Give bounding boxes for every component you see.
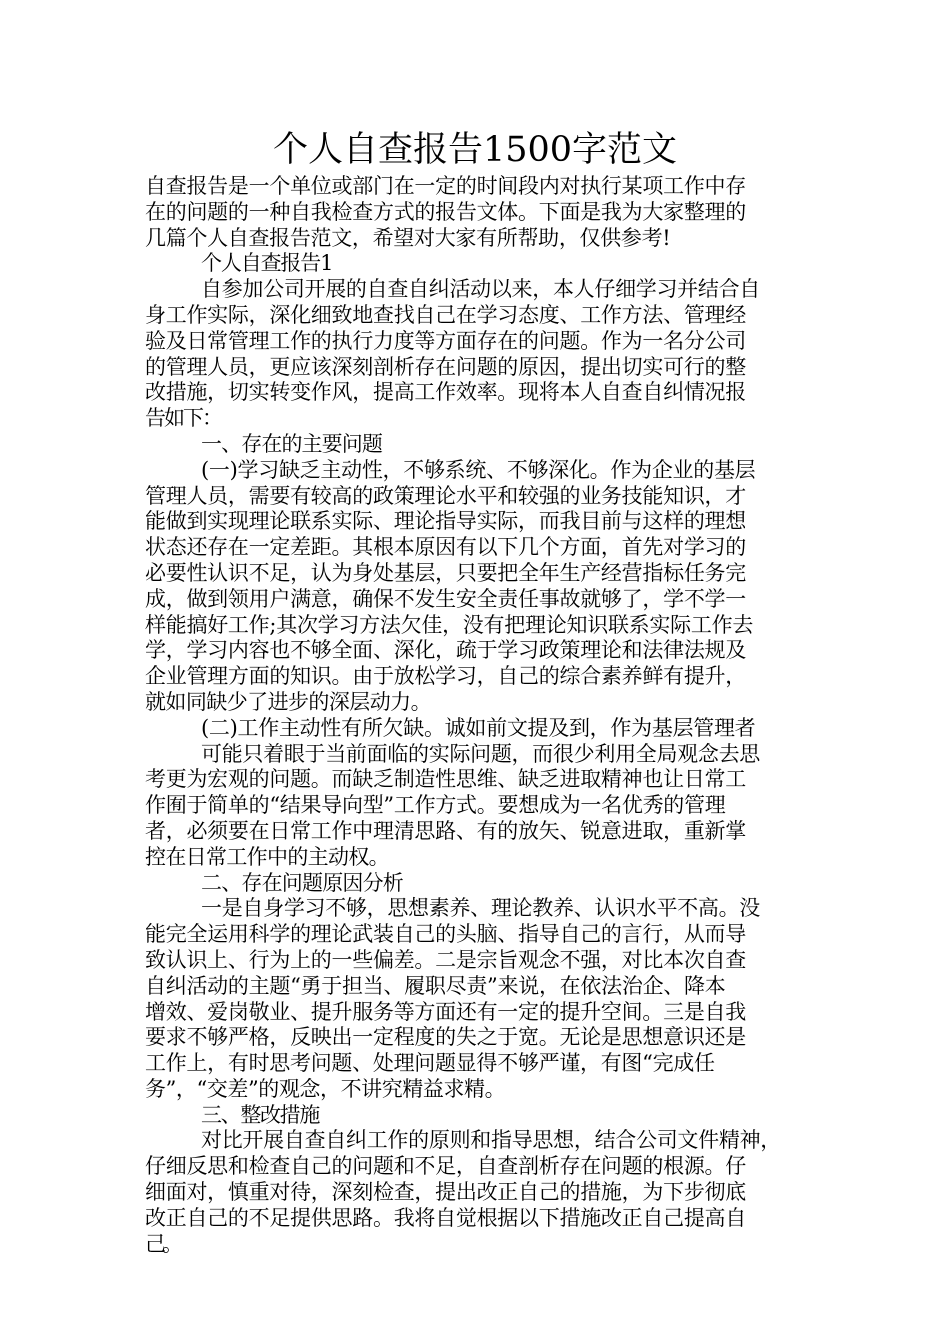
text-line: 改措施，切实转变作风，提高工作效率。现将本人自查自纠情况报 [145, 380, 746, 405]
text-line: 二、存在问题原因分析 [201, 870, 403, 895]
text-line: 告如下： [145, 406, 221, 431]
text-line: 细面对，慎重对待，深刻检查，提出改正自己的措施，为下步彻底 [145, 1180, 746, 1205]
text-line: 改正自己的不足提供思路。我将自觉根据以下措施改正自己提高自 [145, 1205, 746, 1230]
text-line: 作囿于简单的“结果导向型”工作方式。要想成为一名优秀的管理 [145, 793, 726, 818]
text-line: 能做到实现理论联系实际、理论指导实际，而我目前与这样的理想 [145, 509, 746, 534]
text-line: 在的问题的一种自我检查方式的报告文体。下面是我为大家整理的 [145, 199, 746, 224]
text-line: 管理人员，需要有较高的政策理论水平和较强的业务技能知识，才 [145, 483, 746, 508]
text-line: 一是自身学习不够，思想素养、理论教养、认识水平不高。没 [201, 896, 760, 921]
text-line: 仔细反思和检查自己的问题和不足，自查剖析存在问题的根源。仔 [145, 1154, 746, 1179]
text-line: 致认识上、行为上的一些偏差。二是宗旨观念不强，对比本次自查 [145, 947, 746, 972]
text-line: 的管理人员，更应该深刻剖析存在问题的原因，提出切实可行的整 [145, 354, 746, 379]
text-line: 三、整改措施 [201, 1102, 319, 1127]
document-title: 个人自查报告1500字范文 [272, 130, 678, 170]
text-line: 一、存在的主要问题 [201, 431, 382, 456]
text-line: 务”，“交差”的观念，不讲究精益求精。 [145, 1076, 506, 1101]
text-line: 企业管理方面的知识。由于放松学习，自己的综合素养鲜有提升， [145, 664, 746, 689]
text-line: 要求不够严格，反映出一定程度的失之于宽。无论是思想意识还是 [145, 1025, 746, 1050]
text-line: (一)学习缺乏主动性，不够系统、不够深化。作为企业的基层 [201, 457, 756, 482]
text-line: 学，学习内容也不够全面、深化，疏于学习政策理论和法律法规及 [145, 638, 746, 663]
document-body [145, 174, 815, 1257]
text-line: 身工作实际，深化细致地查找自己在学习态度、工作方法、管理经 [145, 302, 746, 327]
text-line: 几篇个人自查报告范文，希望对大家有所帮助，仅供参考! [145, 225, 671, 250]
text-line: 能完全运用科学的理论武装自己的头脑、指导自己的言行，从而导 [145, 922, 746, 947]
text-line: 己。 [145, 1231, 179, 1256]
text-line: 就如同缺少了进步的深层动力。 [145, 689, 431, 714]
text-line: 自查报告是一个单位或部门在一定的时间段内对执行某项工作中存 [145, 174, 746, 198]
text-line: 必要性认识不足，认为身处基层，只要把全年生产经营指标任务完 [145, 560, 746, 585]
text-line: (二)工作主动性有所欠缺。诚如前文提及到，作为基层管理者 [201, 715, 756, 740]
text-line: 可能只着眼于当前面临的实际问题，而很少利用全局观念去思 [201, 741, 760, 766]
text-line: 样能搞好工作;其次学习方法欠佳，没有把理论知识联系实际工作去 [145, 612, 754, 637]
text-line: 自纠活动的主题“勇于担当、履职尽责”来说，在依法治企、降本 [145, 973, 726, 998]
text-line: 验及日常管理工作的执行力度等方面存在的问题。作为一名分公司 [145, 328, 746, 353]
text-line: 自参加公司开展的自查自纠活动以来，本人仔细学习并结合自 [201, 277, 760, 302]
text-line: 者，必须要在日常工作中理清思路、有的放矢、锐意进取，重新掌 [145, 818, 746, 843]
text-line: 成，做到领用户满意，确保不发生安全责任事故就够了，学不学一 [145, 586, 746, 611]
text-line: 工作上，有时思考问题、处理问题显得不够严谨，有图“完成任 [145, 1051, 715, 1076]
text-line: 考更为宏观的问题。而缺乏制造性思维、缺乏进取精神也让日常工 [145, 767, 746, 792]
text-line: 状态还存在一定差距。其根本原因有以下几个方面，首先对学习的 [145, 535, 746, 560]
text-line: 增效、爱岗敬业、提升服务等方面还有一定的提升空间。三是自我 [145, 999, 746, 1024]
text-line: 个人自查报告1 [201, 251, 333, 276]
text-line: 对比开展自查自纠工作的原则和指导思想，结合公司文件精神， [201, 1128, 781, 1153]
text-line: 控在日常工作中的主动权。 [145, 844, 389, 869]
